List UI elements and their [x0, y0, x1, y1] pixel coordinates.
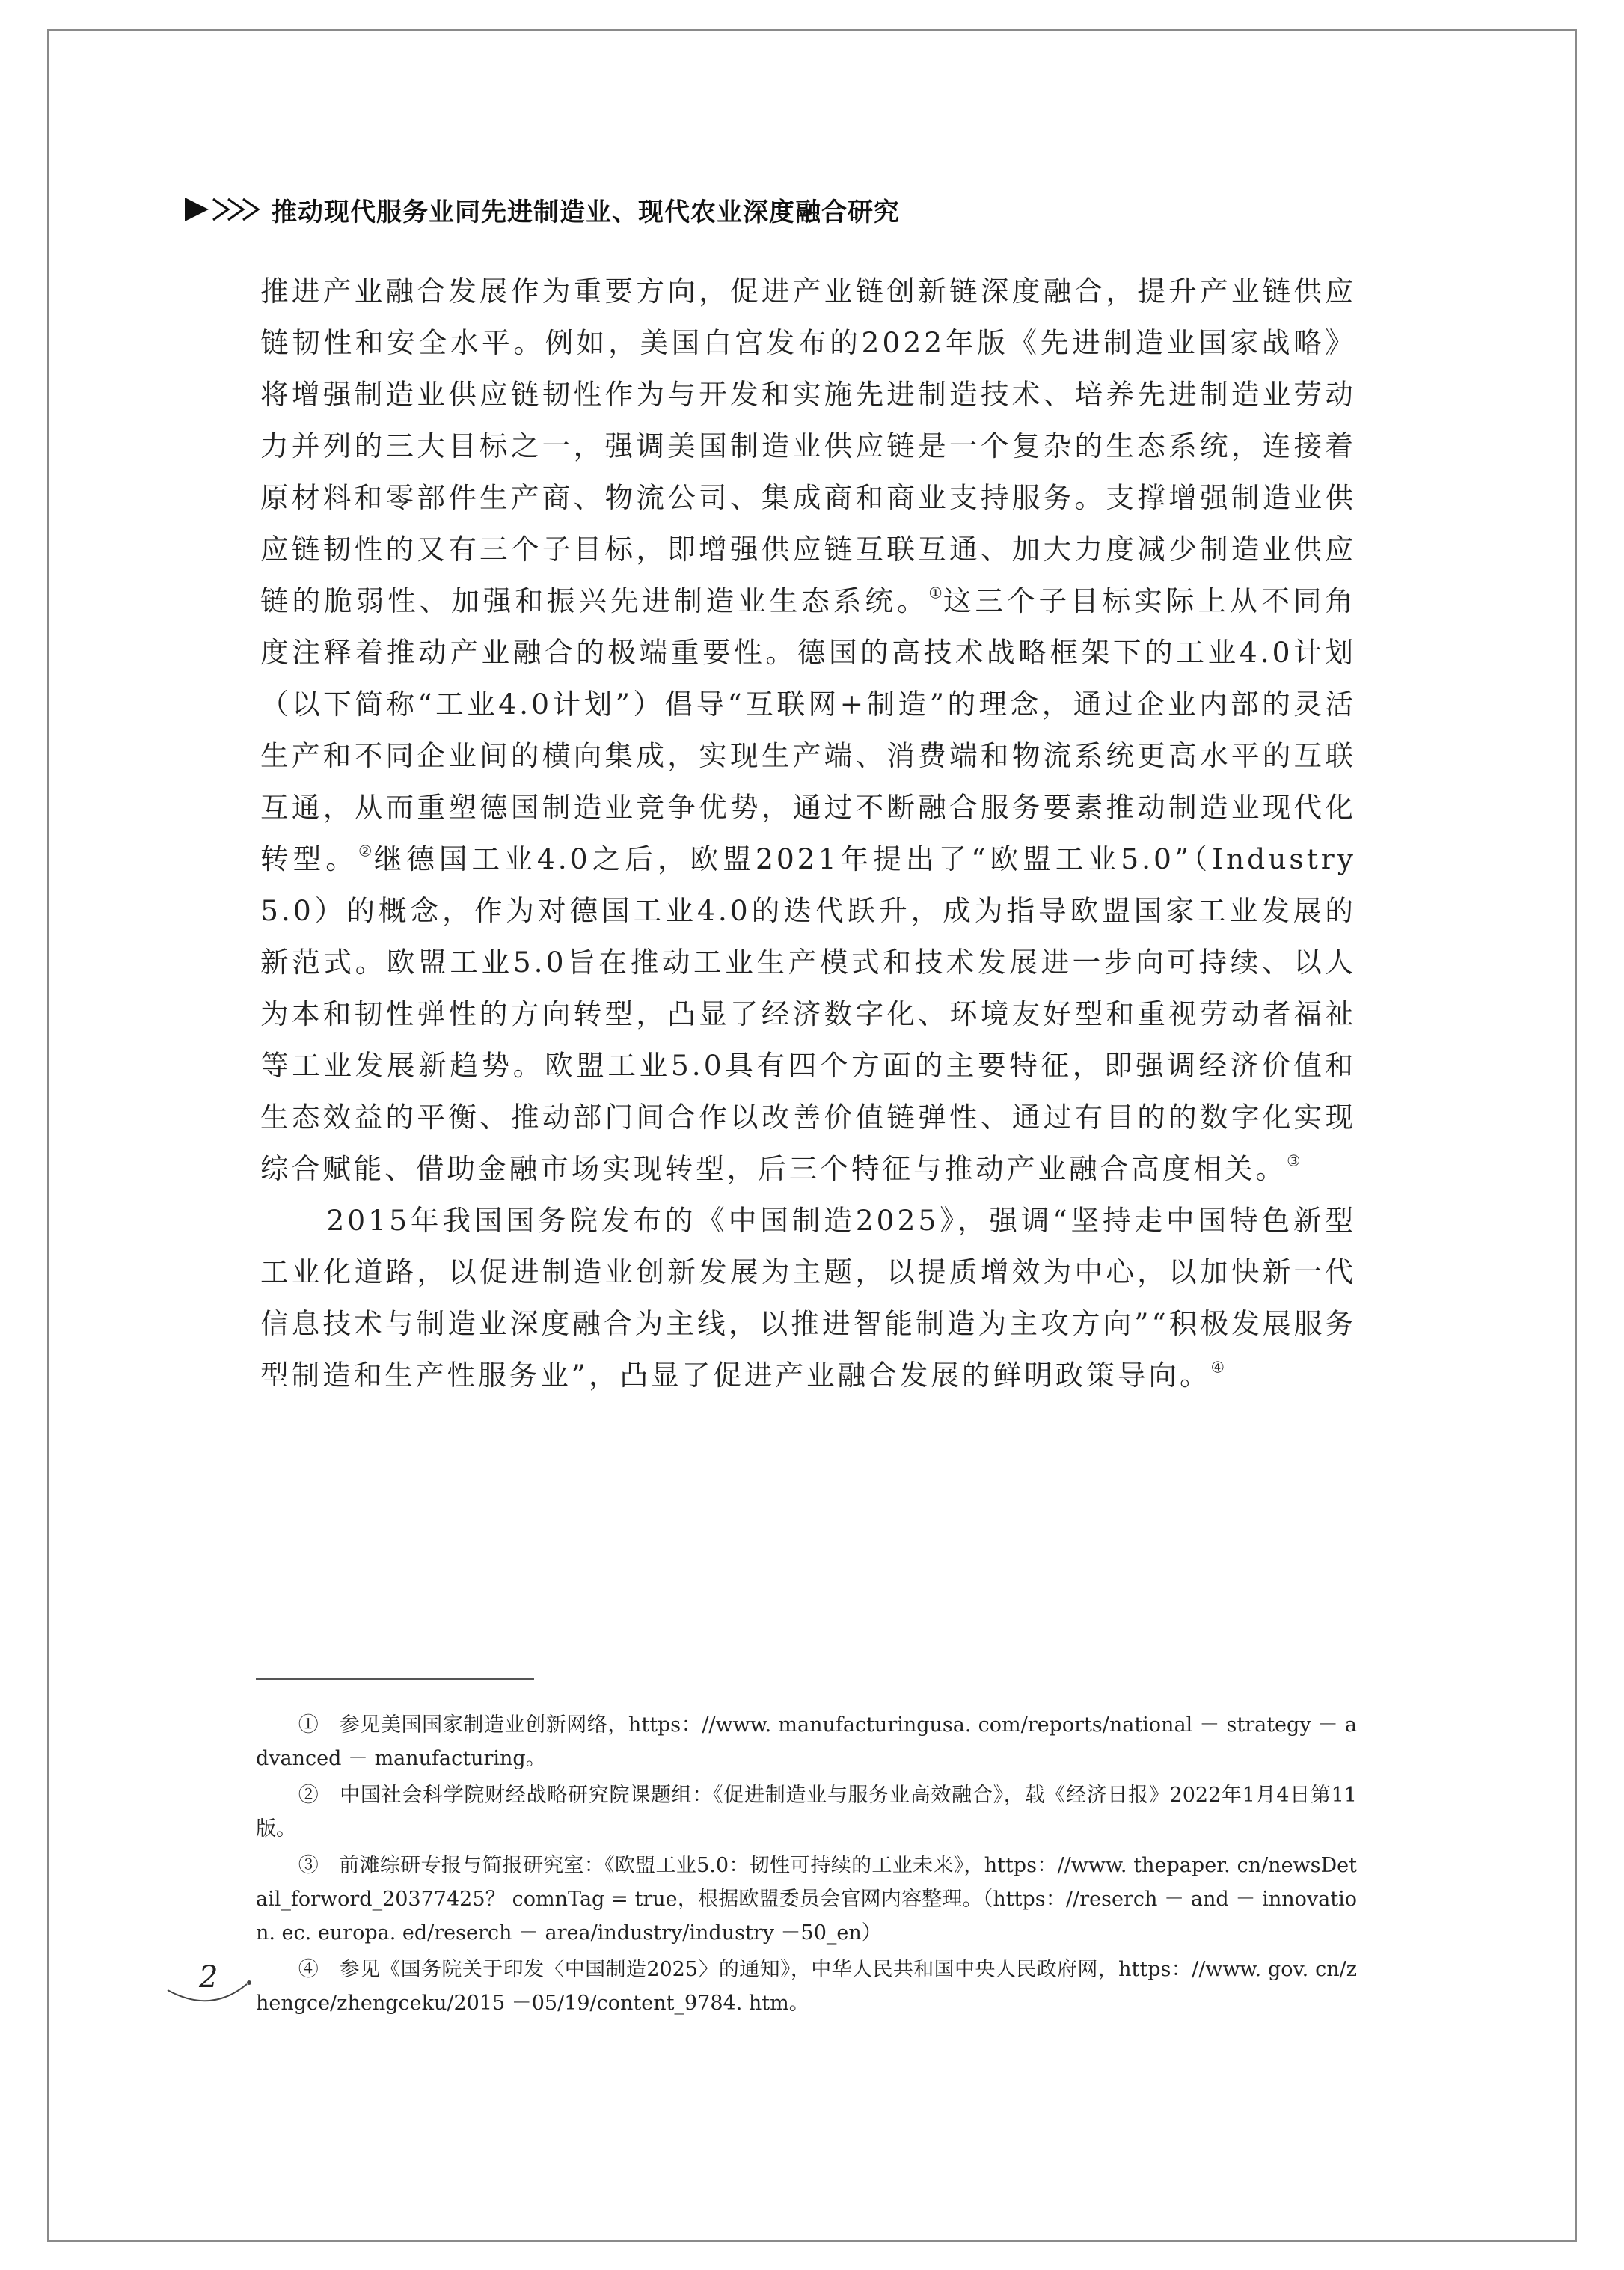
paragraph-text: 这三个子目标实际上从不同角度注释着推动产业融合的极端重要性。德国的高技术战略框架下的工业4.0计划（以下简称“工业4.0计划”）倡导“互联网+制造”的理念，通过企业内部的灵活生产和不同企业间的横向集成，实现生产端、消费端和物流系统更高水平的互联互通，从而重塑德国制造业竞争优势，通过不断融合服务要素推动制造业现代化转型。 — [260, 584, 1357, 875]
paragraph-text: 继德国工业4.0之后，欧盟2021年提出了“欧盟工业5.0”（Industry 5.0）的概念，作为对德国工业4.0的迭代跃升，成为指导欧盟国家工业发展的新范式。欧盟工业5.0旨在推动工业生产模式和技术发展进一步向可持续、以人为本和韧性弹性的方向转型，凸显了经济数字化、环境友好型和重视劳动者福祉等工业发展新趋势。欧盟工业5.0具有四个方面的主要特征，即强调经济价值和生态效益的平衡、推动部门间合作以改善价值链弹性、通过有目的的数字化实现综合赋能、借助金融市场实现转型，后三个特征与推动产业融合高度相关。 — [260, 842, 1356, 1185]
footnote-ref: ③ — [1287, 1151, 1301, 1170]
footnote-ref: ② — [358, 842, 374, 860]
footnote: ③ 前滩综研专报与简报研究室：《欧盟工业5.0：韧性可持续的工业未来》，https：//www. thepaper. cn/newsDetail_forword_20377425？ comnTag = true，根据欧盟委员会官网内容整理。（https：//reserch － and － innovation. ec. europa. ed/reserch － area/industry/industry －50_en） — [256, 1854, 1357, 1945]
page-number: 2 — [199, 1960, 218, 1995]
header-arrows-icon — [183, 195, 264, 224]
footnote: ④ 参见《国务院关于印发〈中国制造2025〉的通知》，中华人民共和国中央人民政府网，https：//www. gov. cn/zhengce/zhengceku/2015 －05/19/content_9784. htm。 — [256, 1958, 1357, 2015]
body-text — [260, 266, 1356, 1401]
paragraph — [260, 266, 1356, 1195]
footnote: ① 参见美国国家制造业创新网络，https：//www. manufacturingusa. com/reports/national － strategy － advanced － manufacturing。 — [256, 1713, 1357, 1770]
paragraph — [260, 1195, 1356, 1401]
footnote-divider — [256, 1678, 534, 1680]
paragraph-text: 2015年我国国务院发布的《中国制造2025》，强调“坚持走中国特色新型工业化道路，以促进制造业创新发展为主题，以提质增效为中心，以加快新一代信息技术与制造业深度融合为主线，以推进智能制造为主攻方向”“积极发展服务型制造和生产性服务业”，凸显了促进产业融合发展的鲜明政策导向。 — [260, 1204, 1356, 1392]
footnote: ② 中国社会科学院财经战略研究院课题组：《促进制造业与服务业高效融合》，载《经济日报》2022年1月4日第11版。 — [256, 1784, 1357, 1841]
footnote-ref: ④ — [1210, 1358, 1225, 1377]
running-header — [183, 187, 900, 232]
paragraph-text: 推进产业融合发展作为重要方向，促进产业链创新链深度融合，提升产业链供应链韧性和安全水平。例如，美国白宫发布的2022年版《先进制造业国家战略》将增强制造业供应链韧性作为与开发和实施先进制造技术、培养先进制造业劳动力并列的三大目标之一，强调美国制造业供应链是一个复杂的生态系统，连接着原材料和零部件生产商、物流公司、集成商和商业支持服务。支撑增强制造业供应链韧性的又有三个子目标，即增强供应链互联互通、加大力度减少制造业供应链的脆弱性、加强和振兴先进制造业生态系统。 — [260, 275, 1356, 617]
footnote-ref: ① — [928, 584, 943, 602]
footnotes — [256, 1708, 1357, 2023]
header-title: 推动现代服务业同先进制造业、现代农业深度融合研究 — [272, 197, 900, 227]
